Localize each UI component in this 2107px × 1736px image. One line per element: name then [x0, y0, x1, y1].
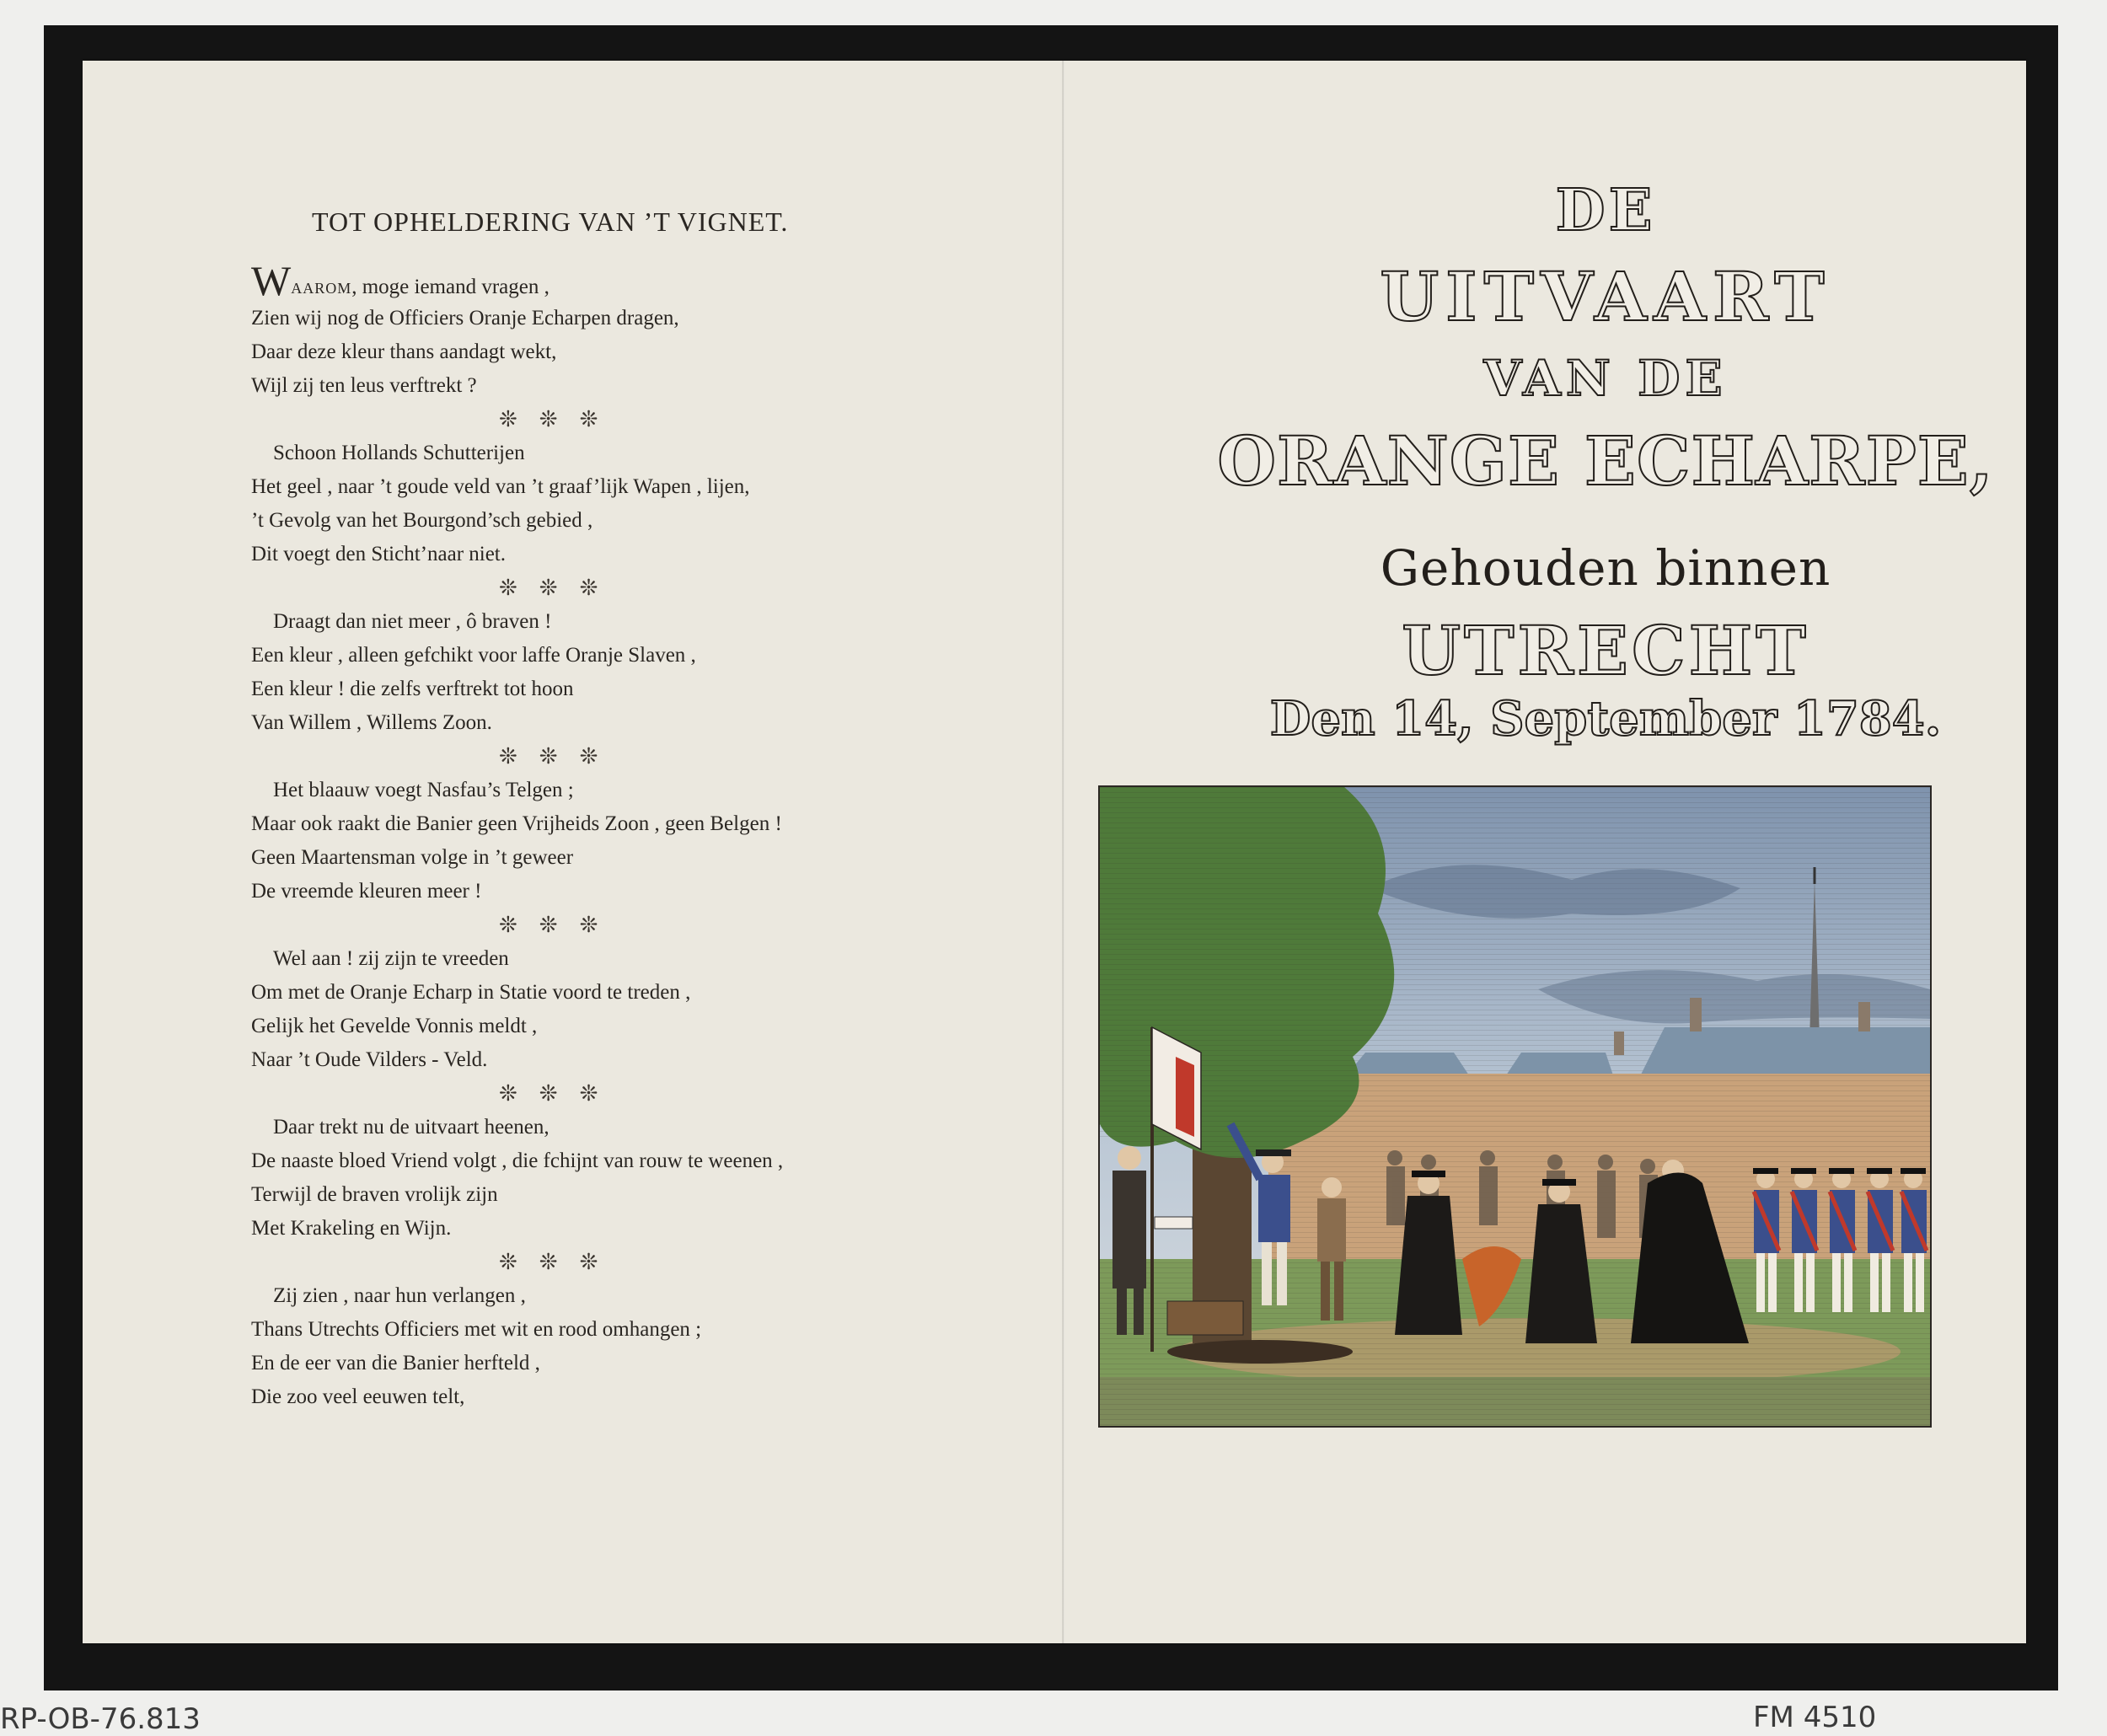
poem-line [251, 1380, 892, 1414]
poem-line-text: Van Willem , Willems Zoon. [251, 711, 492, 734]
poem-line-text: Geen Maartensman volge in ’t geweer [251, 846, 574, 869]
roof [1639, 1027, 1930, 1078]
poem-line-text: Naar ’t Oude Vilders - Veld. [251, 1048, 488, 1071]
poem-line [251, 976, 892, 1010]
poem-line [251, 335, 892, 369]
poem-line [251, 639, 892, 672]
poem-line-text: Zij zien , naar hun verlangen , [273, 1284, 526, 1307]
poem-line-text: Die zoo veel eeuwen telt, [251, 1385, 465, 1408]
stanza-ornament: ❊❊❊ [499, 407, 620, 431]
poem-line-text: Gelijk het Gevelde Vonnis meldt , [251, 1015, 538, 1037]
poem-line-text: Het geel , naar ’t goude veld van ’t graaf’lijk Wapen , lijen, [251, 475, 750, 498]
poem-line [251, 706, 892, 740]
poem-line-text: En de eer van die Banier herfteld , [251, 1352, 540, 1374]
poem-line [251, 538, 892, 571]
title-line-orange-echarpe: ORANGE ECHARPE, [1217, 421, 1994, 501]
poem-line-text: Wijl zij ten leus verftrekt ? [251, 374, 477, 397]
title-line-utrecht: UTRECHT [1402, 611, 1809, 690]
poem-line [251, 470, 892, 504]
poem-line-text: Een kleur ! die zelfs verftrekt tot hoon [251, 678, 574, 700]
stanza-ornament: ❊❊❊ [499, 1081, 620, 1106]
poem-stanza [251, 257, 892, 403]
poem-line [251, 1279, 892, 1313]
title-line-de: DE [1555, 177, 1656, 244]
poem-line [251, 437, 892, 470]
title-line-date: Den 14, September 1784. [1269, 691, 1942, 747]
poem-line-text: Terwijl de braven vrolijk zijn [251, 1183, 498, 1206]
poem-line-text: Daar deze kleur thans aandagt wekt, [251, 340, 557, 363]
poem-line-text: , moge iemand vragen , [351, 276, 550, 298]
poem-heading: TOT OPHELDERING VAN ’T VIGNET. [312, 206, 789, 237]
poem-line [251, 257, 892, 304]
poem-line [251, 774, 892, 807]
center-fold [1062, 61, 1064, 1643]
poem-line-text: Met Krakeling en Wijn. [251, 1217, 452, 1240]
poem-line-text: ’t Gevolg van het Bourgond’sch gebied , [251, 509, 593, 532]
poem-stanza [251, 942, 892, 1077]
drop-capital: W [251, 257, 292, 304]
poem-stanza [251, 605, 892, 740]
poem-line [251, 875, 892, 908]
shelfmark-right: FM 4510 [1753, 1701, 1877, 1734]
poem-line [251, 1347, 892, 1380]
coffin [1167, 1301, 1243, 1335]
poem-line-text: Zien wij nog de Officiers Oranje Echarpen dragen, [251, 307, 679, 330]
stanza-ornament: ❊❊❊ [499, 744, 620, 769]
poem-line [251, 1313, 892, 1347]
poem-line-text: Om met de Oranje Echarp in Statie voord te treden , [251, 981, 691, 1004]
poem-stanza [251, 774, 892, 908]
poem-line [251, 1043, 892, 1077]
poem-line-text: Dit voegt den Sticht’naar niet. [251, 543, 507, 565]
poem-line [251, 1144, 892, 1178]
poem-line [251, 369, 892, 403]
poem-stanza [251, 1111, 892, 1246]
poem-line [251, 1111, 892, 1144]
stanza-ornament: ❊❊❊ [499, 1250, 620, 1274]
poem-line-text: Thans Utrechts Officiers met wit en rood omhangen ; [251, 1318, 702, 1341]
poem-line [251, 605, 892, 639]
stanza-ornament: ❊❊❊ [499, 576, 620, 600]
poem-stanza [251, 1279, 892, 1414]
title-line-gehouden-binnen: Gehouden binnen [1380, 539, 1831, 597]
poem-line [251, 841, 892, 875]
poem-line [251, 1178, 892, 1212]
poem-line-text: Daar trekt nu de uitvaart heenen, [273, 1116, 550, 1139]
poem-line-text: De vreemde kleuren meer ! [251, 880, 482, 903]
poem-line-text: Schoon Hollands Schutterijen [273, 442, 525, 464]
stanza-ornament: ❊❊❊ [499, 913, 620, 937]
poem-line [251, 942, 892, 976]
poem-body [251, 257, 892, 1414]
poem-line [251, 302, 892, 335]
shelfmark-left: RP-OB-76.813 [0, 1702, 201, 1736]
poem-stanza [251, 437, 892, 571]
title-line-uitvaart: UITVAART [1380, 257, 1831, 336]
poem-line-text: Maar ook raakt die Banier geen Vrijheids Zoon , geen Belgen ! [251, 812, 782, 835]
grave-pit [1167, 1340, 1353, 1364]
poem-line [251, 504, 892, 538]
poem-line [251, 1010, 892, 1043]
vignette-engraving [1098, 785, 1932, 1428]
title-line-van-de: VAN DE [1483, 350, 1728, 407]
poem-line-text: Wel aan ! zij zijn te vreeden [273, 947, 509, 970]
poem-line-text: Het blaauw voegt Nasfau’s Telgen ; [273, 779, 574, 801]
poem-line-text: Een kleur , alleen gefchikt voor laffe Oranje Slaven , [251, 644, 696, 667]
small-caps: AAROM [291, 280, 352, 297]
poem-line-text: De naaste bloed Vriend volgt , die fchijnt van rouw te weenen , [251, 1149, 784, 1172]
poem-line [251, 807, 892, 841]
poem-line [251, 1212, 892, 1246]
poem-line [251, 672, 892, 706]
poem-line-text: Draagt dan niet meer , ô braven ! [273, 610, 552, 633]
